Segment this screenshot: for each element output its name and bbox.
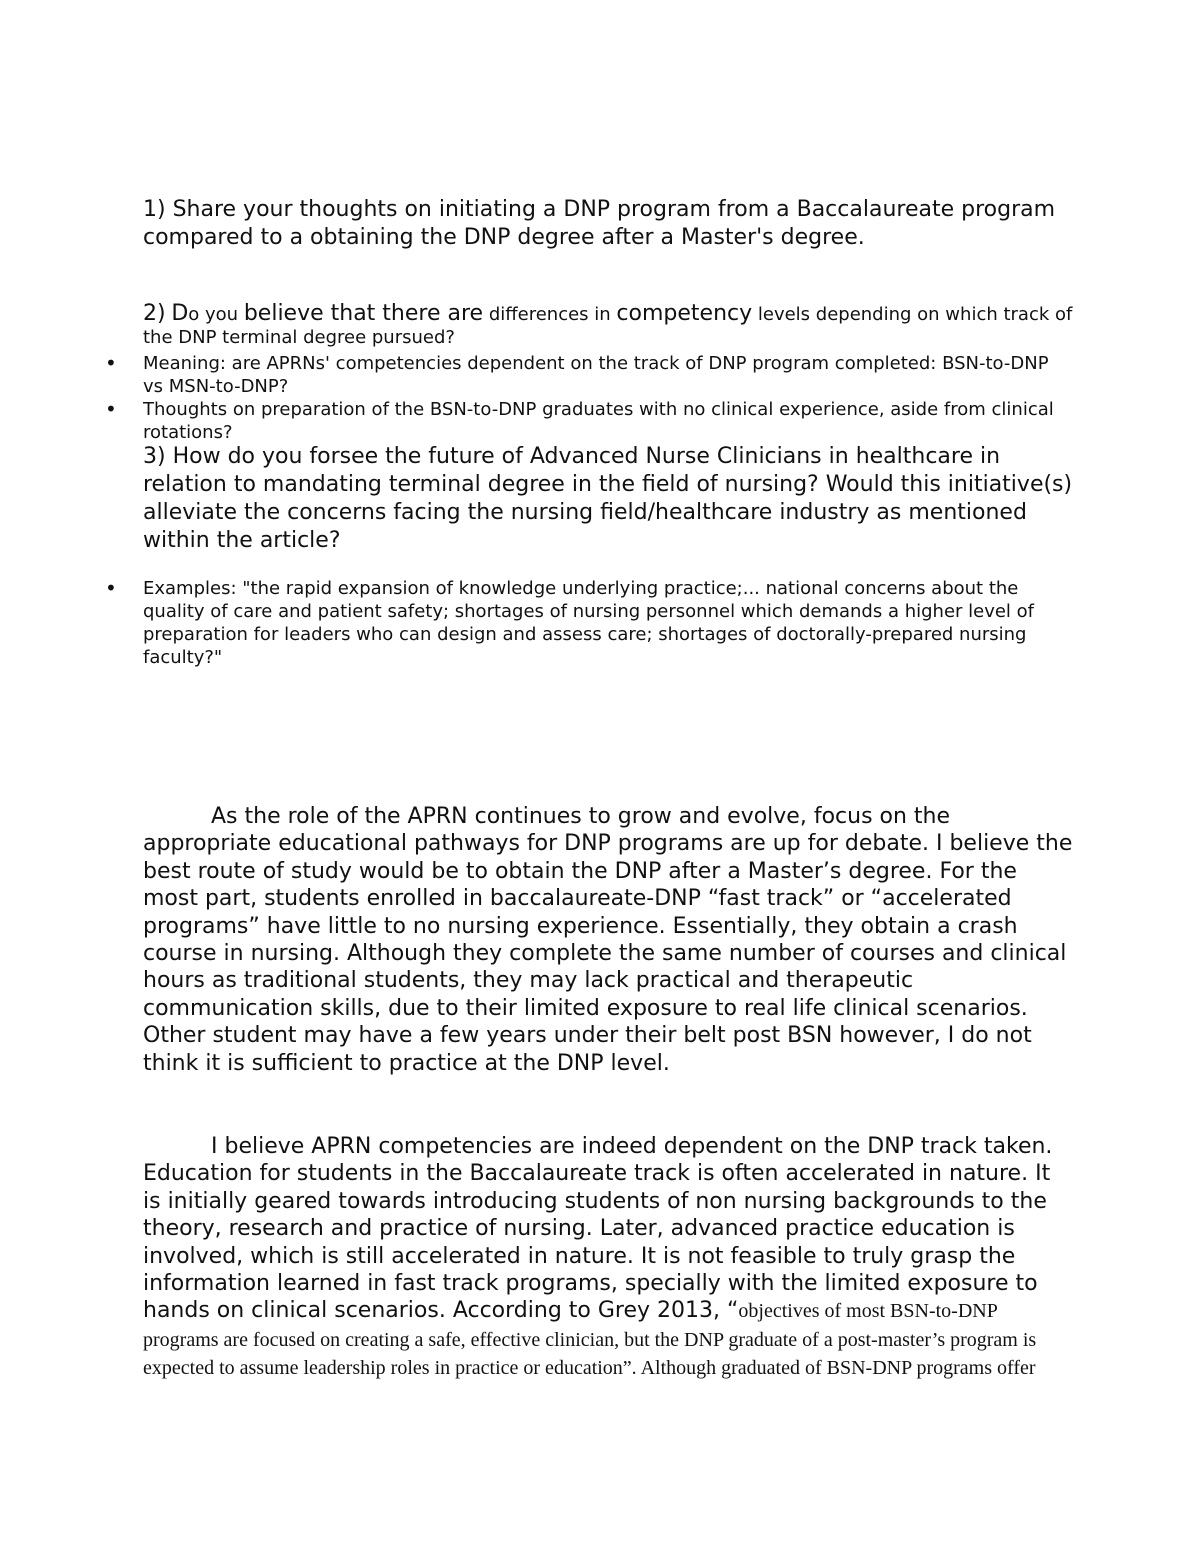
- bullet-item: [105, 397, 1073, 444]
- question-2-rest: levels depending on which track of the DNP terminal degree pursued?: [143, 304, 1073, 348]
- essay-paragraph-2: [143, 1133, 1073, 1383]
- essay-paragraph-2-text: I believe APRN competencies are indeed dependent on the DNP track taken. Education for students in the Baccalaureate track is often accelerated in nature. It is initially geared towards introducing students of non nursing backgrounds to the theory, research and practice of nursing. Later, advanced practice education is involved, which is still accelerated in nature. It is not feasible to truly grasp the information learned in fast track programs, specially with the limited exposure to hands on clinical scenarios. According to Grey 2013, “: [143, 1134, 1053, 1324]
- bullet-icon: •: [105, 576, 117, 600]
- question-2-d: D: [171, 301, 189, 326]
- question-2-believe: believe that there are: [243, 301, 484, 326]
- bullet-item: [105, 351, 1073, 398]
- question-1: 1) Share your thoughts on initiating a DNP program from a Baccalaureate program compared to a obtaining the DNP degree after a Master's degree.: [143, 197, 1056, 250]
- question-3: 3) How do you forsee the future of Advanced Nurse Clinicians in healthcare in relation to mandating terminal degree in the field of nursing? Would this initiative(s) alleviate the concerns facing the nursing field/healthcare industry as mentioned within the article?: [143, 444, 1073, 553]
- bullet-text: Meaning: are APRNs' competencies dependent on the track of DNP program completed: BSN-to-DNP vs MSN-to-DNP?: [143, 353, 1049, 397]
- question-2-o-you: o you: [188, 304, 239, 325]
- question-2: [143, 302, 1073, 349]
- question-2-number: 2): [143, 301, 166, 326]
- essay-paragraph-1: [143, 803, 1073, 1077]
- bullet-text: Thoughts on preparation of the BSN-to-DNP graduates with no clinical experience, aside from clinical rotations?: [143, 399, 1054, 443]
- bullet-text: Examples: "the rapid expansion of knowledge underlying practice;... national concerns about the quality of care and patient safety; shortages of nursing personnel which demands a higher level of preparation for leaders who can design and assess care; shortages of doctorally-prepared nursing faculty?": [143, 578, 1035, 668]
- essay-quotation: objectives of most BSN-to-DNP programs are focused on creating a safe, effective clinician, but the DNP graduate of a post-master’s program is expected to assume leadership roles in practice or education”. Although graduated of BSN-DNP programs offer: [143, 1300, 1037, 1380]
- bullet-item: [105, 576, 1073, 669]
- question-2-differences: differences in: [488, 304, 611, 325]
- bullet-icon: •: [105, 397, 117, 421]
- bullet-icon: •: [105, 351, 117, 375]
- question-2-competency: competency: [616, 301, 753, 326]
- essay-paragraph-1-text: As the role of the APRN continues to grow and evolve, focus on the appropriate educational pathways for DNP programs are up for debate. I believe the best route of study would be to obtain the DNP after a Master’s degree. For the most part, students enrolled in baccalaureate-DNP “fast track” or “accelerated programs” have little to no nursing experience. Essentially, they obtain a crash course in nursing. Although they complete the same number of courses and clinical hours as traditional students, they may lack practical and therapeutic communication skills, due to their limited exposure to real life clinical scenarios. Other student may have a few years under their belt post BSN however, I do not think it is sufficient to practice at the DNP level.: [143, 804, 1073, 1076]
